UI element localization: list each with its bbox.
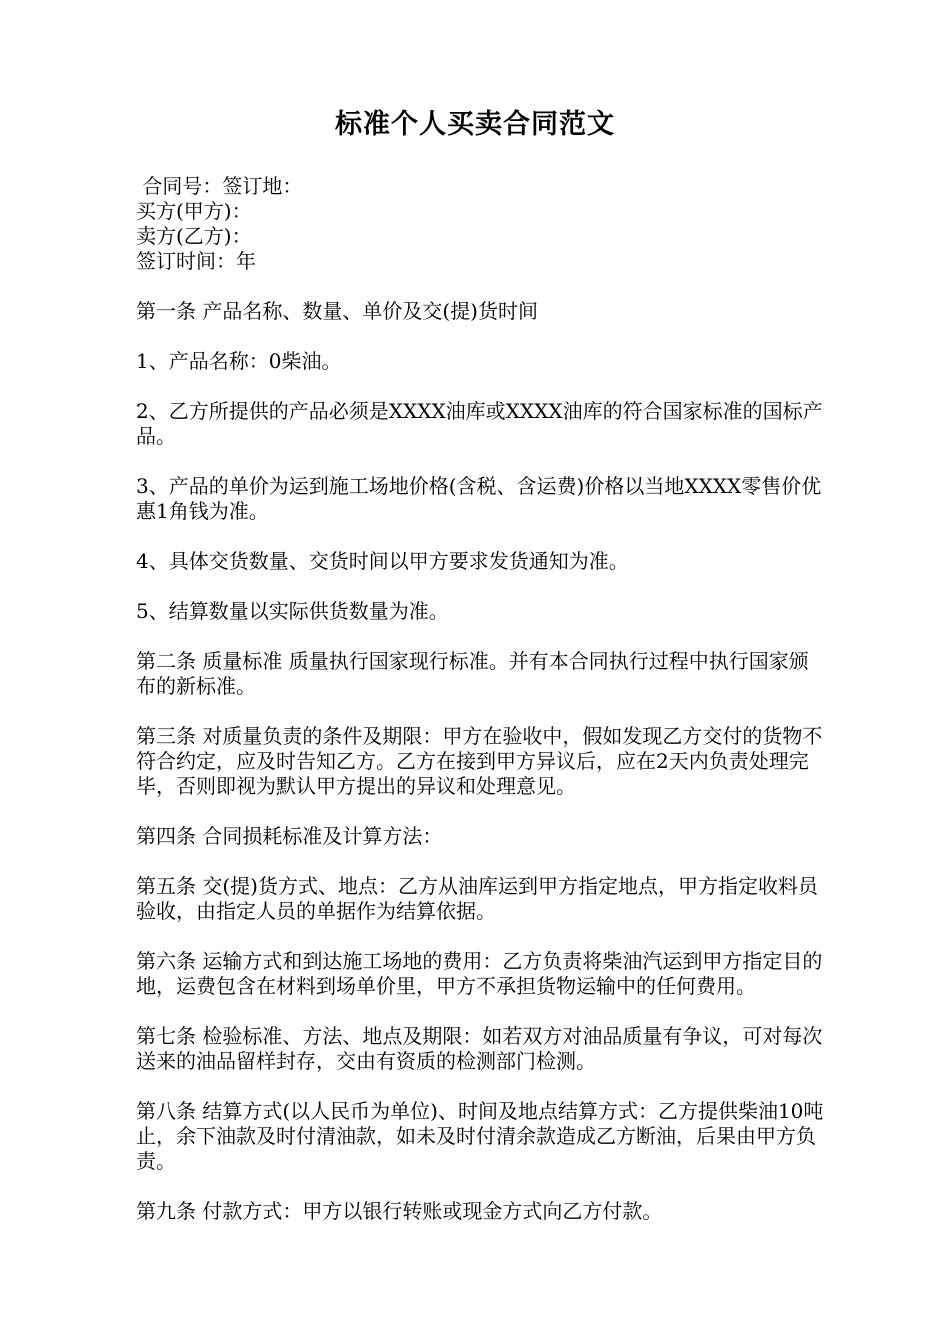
buyer-line: 买方(甲方)： xyxy=(136,199,252,223)
clause-article-1: 第一条 产品名称、数量、单价及交(提)货时间 xyxy=(136,299,538,323)
clause-item-4: 4、具体交货数量、交货时间以甲方要求发货通知为准。 xyxy=(136,549,629,573)
seller-line: 卖方(乙方)： xyxy=(136,224,252,248)
clause-article-3: 第三条 对质量负责的条件及期限：甲方在验收中，假如发现乙方交付的货物不符合约定，应及时告知乙方。乙方在接到甲方异议后，应在2天内负责处理完毕，否则即视为默认甲方提出的异议和处理意见。 xyxy=(136,724,823,798)
clause-article-4: 第四条 合同损耗标准及计算方法： xyxy=(136,824,443,848)
signing-date-line: 签订时间：年 xyxy=(136,249,256,273)
clause-item-2: 2、乙方所提供的产品必须是XXXX油库或XXXX油库的符合国家标准的国标产品。 xyxy=(136,399,823,448)
contract-number-line: 合同号：签订地： xyxy=(136,174,303,198)
clause-article-2: 第二条 质量标准 质量执行国家现行标准。并有本合同执行过程中执行国家颁布的新标准。 xyxy=(136,649,809,698)
clause-article-6: 第六条 运输方式和到达施工场地的费用：乙方负责将柴油汽运到甲方指定目的地，运费包含在材料到场单价里，甲方不承担货物运输中的任何费用。 xyxy=(136,949,823,998)
clause-item-5: 5、结算数量以实际供货数量为准。 xyxy=(136,599,449,623)
clause-item-1: 1、产品名称：0柴油。 xyxy=(136,349,342,373)
document-title: 标准个人买卖合同范文 xyxy=(335,109,615,140)
document-body xyxy=(136,174,826,1224)
clause-article-8: 第八条 结算方式(以人民币为单位)、时间及地点结算方式：乙方提供柴油10吨止，余下油款及时付清油款，如未及时付清余款造成乙方断油，后果由甲方负责。 xyxy=(136,1099,824,1173)
clause-item-3: 3、产品的单价为运到施工场地价格(含税、含运费)价格以当地XXXX零售价优惠1角钱为准。 xyxy=(136,474,822,523)
contract-header xyxy=(136,174,826,274)
clause-article-5: 第五条 交(提)货方式、地点：乙方从油库运到甲方指定地点，甲方指定收料员验收，由指定人员的单据作为结算依据。 xyxy=(136,874,818,923)
clause-article-7: 第七条 检验标准、方法、地点及期限：如若双方对油品质量有争议，可对每次送来的油品留样封存，交由有资质的检测部门检测。 xyxy=(136,1024,823,1073)
clause-article-9: 第九条 付款方式：甲方以银行转账或现金方式向乙方付款。 xyxy=(136,1199,663,1223)
